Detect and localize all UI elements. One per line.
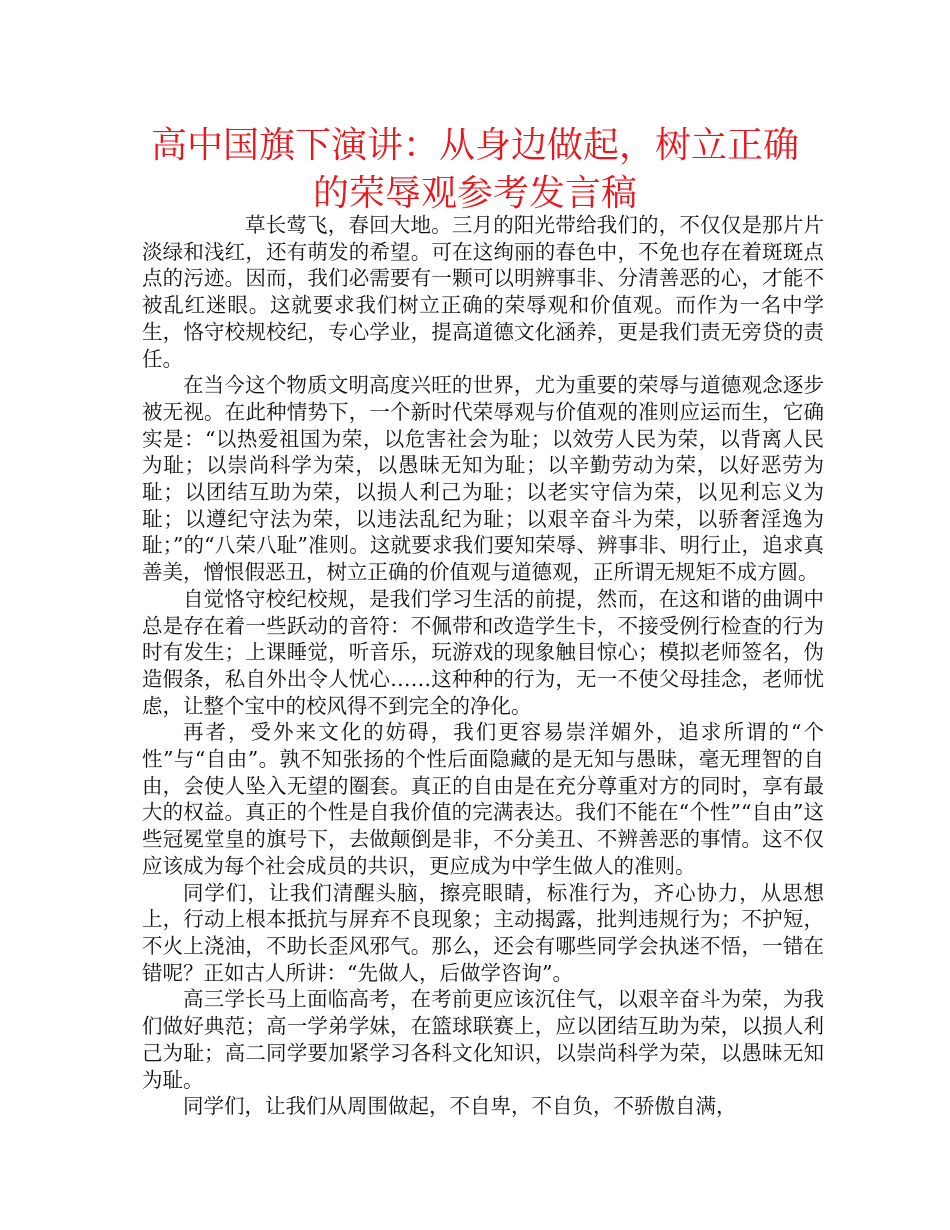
paragraph-5: 同学们，让我们清醒头脑，擦亮眼睛，标准行为，齐心协力，从思想上，行动上根本抵抗与屏弃不良现象；主动揭露，批判违规行为；不护短，不火上浇油，不助长歪风邪气。那么，还会有哪些同学会执迷不悟，一错在错呢？正如古人所讲：“先做人，后做学咨询”。 [142, 880, 824, 985]
document-title: 高中国旗下演讲：从身边做起，树立正确的荣辱观参考发言稿 [150, 125, 799, 214]
paragraph-1: 草长莺飞，春回大地。三月的阳光带给我们的，不仅仅是那片片淡绿和浅红，还有萌发的希望。可在这绚丽的春色中，不免也存在着斑斑点点的污迹。因而，我们必需要有一颗可以明辨事非、分清善恶的心，才能不被乱红迷眼。这就要求我们树立正确的荣辱观和价值观。而作为一名中学生，恪守校规校纪，专心学业，提高道德文化涵养，更是我们责无旁贷的责任。 [142, 213, 824, 371]
paragraph-3: 自觉恪守校纪校规，是我们学习生活的前提，然而，在这和谐的曲调中总是存在着一些跃动的音符：不佩带和改造学生卡，不接受例行检查的行为时有发生；上课睡觉，听音乐，玩游戏的现象触目惊心；模拟老师签名，伪造假条，私自外出令人忧心……这种种的行为，无一不使父母挂念，老师忧虑，让整个宝中的校风得不到完全的净化。 [142, 586, 824, 718]
paragraph-4: 再者，受外来文化的妨碍，我们更容易崇洋媚外，追求所谓的“个性”与“自由”。孰不知张扬的个性后面隐藏的是无知与愚昧，毫无理智的自由，会使人坠入无望的圈套。真正的自由是在充分尊重对方的同时，享有最大的权益。真正的个性是自我价值的完满表达。我们不能在“个性”“自由”这些冠冕堂皇的旗号下，去做颠倒是非，不分美丑、不辨善恶的事情。这不仅应该成为每个社会成员的共识，更应成为中学生做人的准则。 [142, 720, 824, 878]
paragraph-6: 高三学长马上面临高考，在考前更应该沉住气，以艰辛奋斗为荣，为我们做好典范；高一学弟学妹，在篮球联赛上，应以团结互助为荣，以损人利己为耻；高二同学要加紧学习各科文化知识，以崇尚科学为荣，以愚昧无知为耻。 [142, 987, 824, 1092]
paragraph-7: 同学们，让我们从周围做起，不自卑，不自负，不骄傲自满， [183, 1094, 737, 1119]
document-body [142, 212, 824, 1120]
paragraph-2: 在当今这个物质文明高度兴旺的世界，尤为重要的荣辱与道德观念逐步被无视。在此种情势下，一个新时代荣辱观与价值观的准则应运而生，它确实是：“以热爱祖国为荣，以危害社会为耻；以效劳人民为荣，以背离人民为耻；以崇尚科学为荣，以愚昧无知为耻；以辛勤劳动为荣，以好恶劳为耻；以团结互助为荣，以损人利己为耻；以老实守信为荣，以见利忘义为耻；以遵纪守法为荣，以违法乱纪为耻；以艰辛奋斗为荣，以骄奢淫逸为耻；”的“八荣八耻”准则。这就要求我们要知荣辱、辨事非、明行止，追求真善美，憎恨假恶丑，树立正确的价值观与道德观，正所谓无规矩不成方圆。 [142, 373, 824, 585]
